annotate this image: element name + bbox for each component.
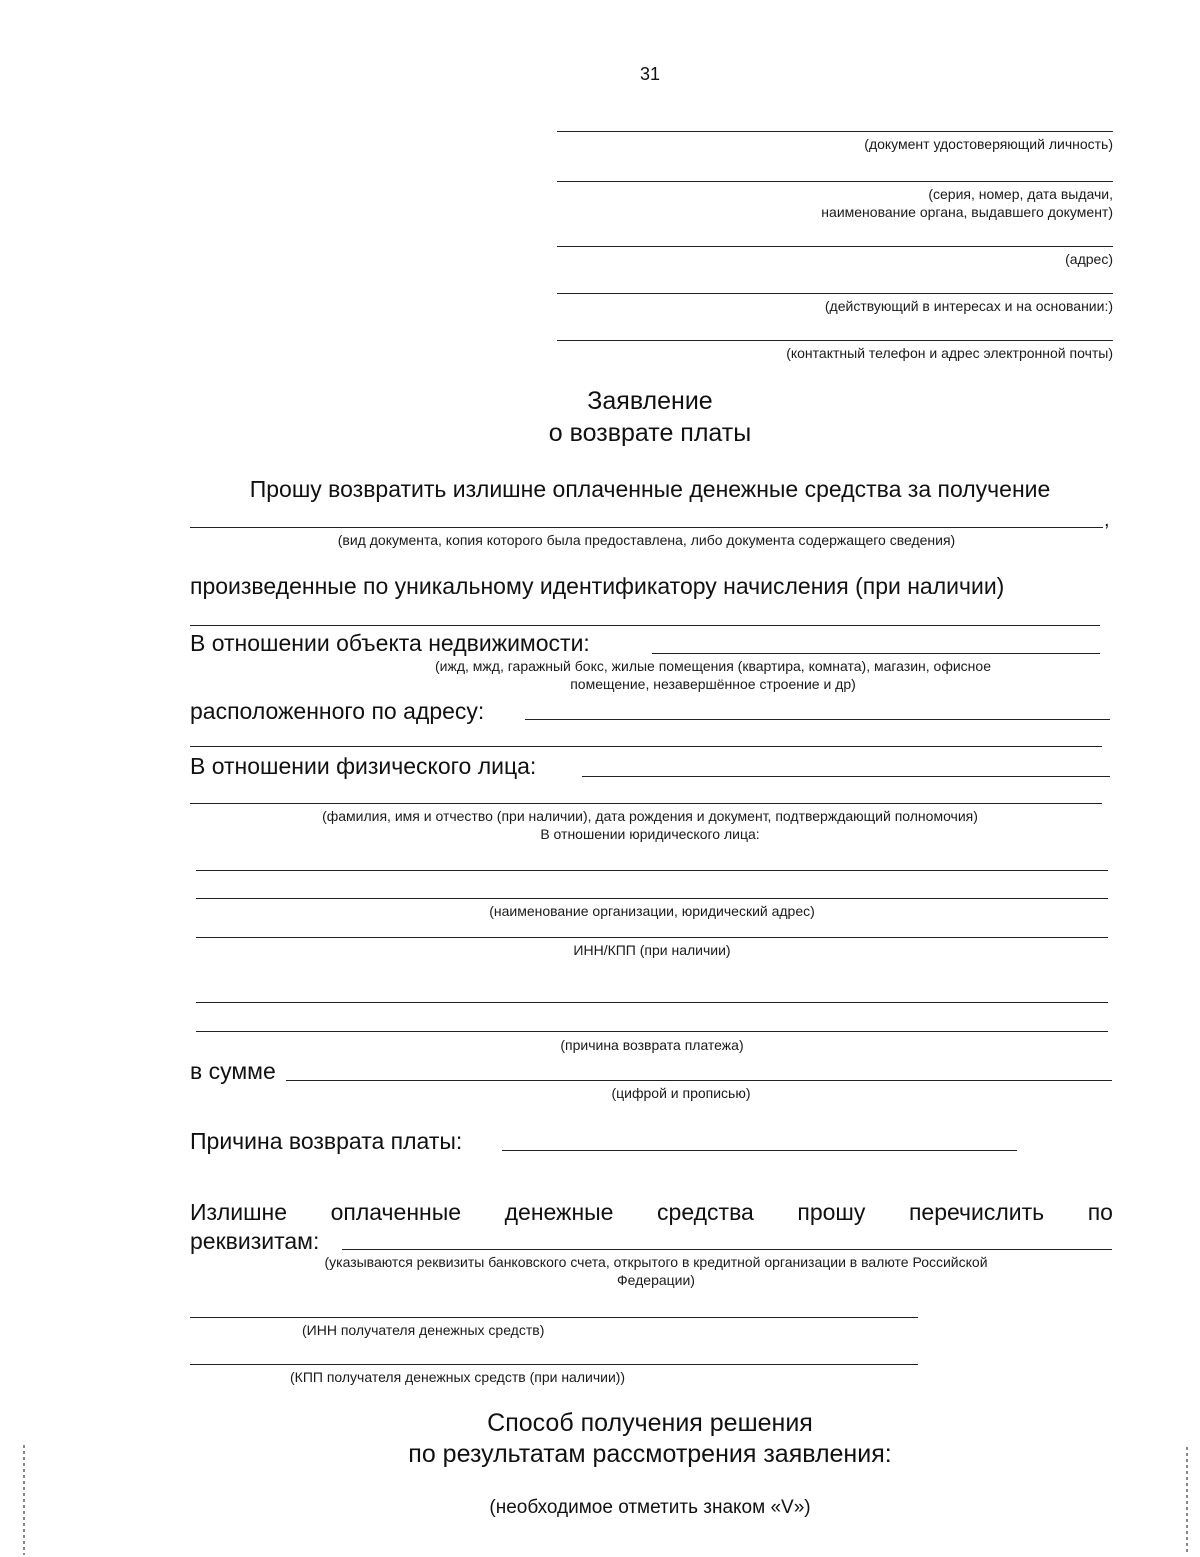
org-line-1[interactable]: [196, 870, 1108, 871]
transfer-word: Излишне: [190, 1199, 288, 1225]
acting-basis-caption: (действующий в интересах и на основании:): [824, 298, 1113, 314]
person-line-2[interactable]: [190, 803, 1102, 804]
property-line[interactable]: [652, 653, 1100, 654]
person-line[interactable]: [582, 776, 1110, 777]
document-type-caption: (вид документа, копия которого была предоставлена, либо документа содержащего сведения): [337, 532, 956, 548]
recipient-kpp-line[interactable]: [190, 1364, 918, 1365]
requisites-line[interactable]: [342, 1249, 1112, 1250]
inn-kpp-line[interactable]: [196, 937, 1108, 938]
recipient-kpp-caption: (КПП получателя денежных средств (при наличии)): [290, 1369, 626, 1385]
document-type-line[interactable]: [190, 527, 1103, 528]
property-caption-1: (ижд, мжд, гаражный бокс, жилые помещения (квартира, комната), магазин, офисное: [435, 658, 991, 674]
transfer-word: по: [1087, 1199, 1113, 1225]
recipient-inn-line[interactable]: [190, 1317, 918, 1318]
sum-caption: (цифрой и прописью): [611, 1085, 751, 1101]
contact-caption: (контактный телефон и адрес электронной почты): [786, 345, 1113, 361]
transfer-word: перечислить: [908, 1199, 1045, 1225]
refund-reason-label: Причина возврата платы:: [190, 1128, 463, 1154]
transfer-word: оплаченные: [330, 1199, 462, 1225]
decision-note: (необходимое отметить знаком «V»): [489, 1497, 811, 1518]
contact-line[interactable]: [557, 340, 1113, 341]
person-caption: (фамилия, имя и отчество (при наличии), дата рождения и документ, подтверждающий полномочия): [322, 808, 978, 824]
transfer-word: прошу: [797, 1199, 866, 1225]
decision-heading-1: Способ получения решения: [487, 1409, 813, 1437]
sum-line[interactable]: [286, 1080, 1112, 1081]
scan-edge-right: [1186, 1447, 1188, 1555]
scan-edge-left: [23, 1445, 25, 1555]
legal-entity-label: В отношении юридического лица:: [540, 826, 760, 842]
recipient-inn-caption: (ИНН получателя денежных средств): [302, 1322, 545, 1338]
document-details-caption-1: (серия, номер, дата выдачи,: [928, 186, 1113, 202]
transfer-word: денежные: [504, 1199, 614, 1225]
address-line[interactable]: [557, 246, 1113, 247]
address-label: расположенного по адресу:: [190, 698, 485, 724]
requisites-caption-1: (указываются реквизиты банковского счета, открытого в кредитной организации в валюте Российской: [324, 1254, 988, 1270]
refund-reason-line[interactable]: [502, 1150, 1017, 1151]
property-caption-2: помещение, незавершённое строение и др): [570, 676, 856, 692]
document-details-line[interactable]: [557, 181, 1113, 182]
sum-label: в сумме: [190, 1058, 276, 1084]
reason-caption: (причина возврата платежа): [560, 1037, 744, 1053]
identifier-text: произведенные по уникальному идентификатору начисления (при наличии): [190, 573, 1005, 599]
property-label: В отношении объекта недвижимости:: [190, 630, 590, 656]
transfer-sentence: [190, 1198, 1113, 1226]
address-caption: (адрес): [1065, 251, 1113, 267]
transfer-word: средства: [657, 1199, 754, 1225]
comma: ,: [1104, 509, 1110, 531]
id-document-caption: (документ удостоверяющий личность): [864, 136, 1113, 152]
reason-line-2[interactable]: [196, 1031, 1108, 1032]
org-line-2[interactable]: [196, 898, 1108, 899]
property-address-line-2[interactable]: [190, 746, 1102, 747]
requisites-caption-2: Федерации): [617, 1272, 695, 1288]
document-details-caption-2: наименование органа, выдавшего документ): [821, 204, 1113, 220]
document-title: Заявление: [587, 387, 713, 415]
document-subtitle: о возврате платы: [548, 419, 752, 447]
request-text: Прошу возвратить излишне оплаченные денежные средства за получение: [249, 476, 1051, 502]
decision-heading-2: по результатам рассмотрения заявления:: [408, 1440, 892, 1468]
page-number: 31: [639, 64, 661, 84]
reason-line-1[interactable]: [196, 1002, 1108, 1003]
identifier-line[interactable]: [190, 625, 1100, 626]
person-label: В отношении физического лица:: [190, 753, 537, 779]
id-document-line[interactable]: [557, 131, 1113, 132]
org-caption: (наименование организации, юридический адрес): [489, 903, 815, 919]
acting-basis-line[interactable]: [557, 293, 1113, 294]
inn-kpp-caption: ИНН/КПП (при наличии): [573, 942, 731, 958]
property-address-line[interactable]: [525, 719, 1110, 720]
requisites-label: реквизитам:: [190, 1228, 320, 1254]
